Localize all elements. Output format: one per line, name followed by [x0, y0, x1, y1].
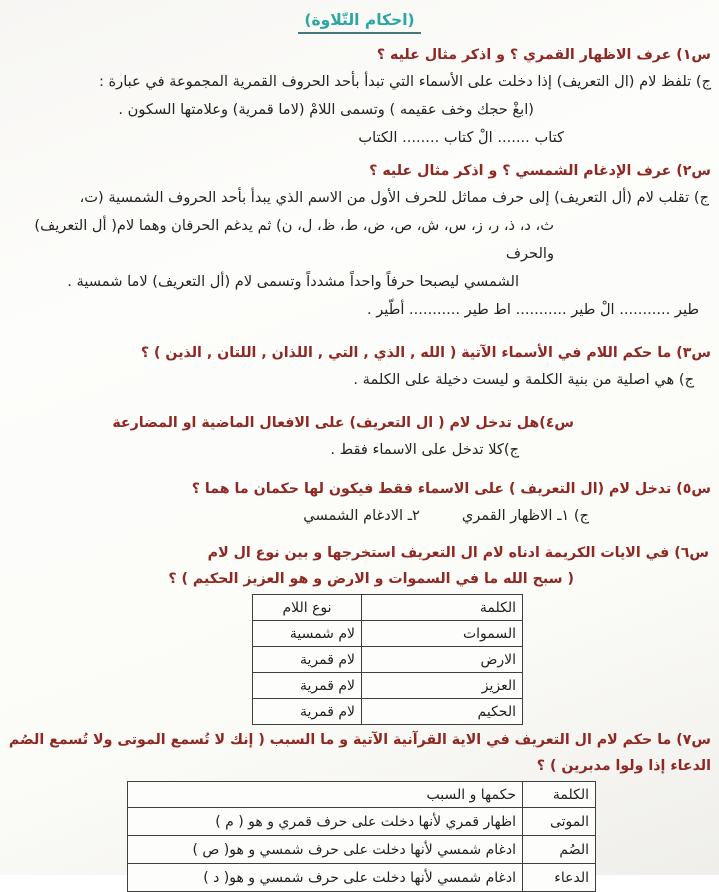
header-lam-type: نوع اللام [253, 595, 362, 621]
title-wrap [0, 10, 719, 34]
question-4: س٤)هل تدخل لام ( ال التعريف) على الافعال الماضية او المضارعة [112, 415, 574, 431]
lam-type-table [252, 594, 523, 725]
cell-word: الارض [362, 647, 523, 673]
question-6-line-1: س٦) في الايات الكريمة ادناه لام ال التعريف استخرجها و بين نوع ال لام [207, 545, 709, 561]
answer-1-line-1: ج) تلفظ لام (ال التعريف) إذا دخلت على الأسماء التي تبدأ بأحد الحروف القمرية المجموعة في عبارة : [98, 73, 711, 90]
table-row [253, 699, 523, 725]
answer-5-item-2: ٢ـ الادغام الشمسي [303, 507, 420, 524]
cell-word: الصُم [523, 836, 596, 864]
answer-3: ج) هي اصلية من بنية الكلمة و ليست دخيلة على الكلمة . [353, 371, 694, 388]
question-7-line-1: س٧) ما حكم لام ال التعريف في الاية القرآنية الآتية و ما السبب ( إنك لا تُسمع الموتى ولا تُسمع الصُم [8, 732, 711, 748]
table-row [128, 864, 596, 892]
cell-reason: ادغام شمسي لأنها دخلت على حرف شمسي و هو( ص ) [128, 836, 523, 864]
cell-word: الموتى [523, 808, 596, 836]
table-row [128, 836, 596, 864]
question-2: س٢) عرف الإدغام الشمسي ؟ و اذكر مثال عليه ؟ [369, 163, 711, 179]
cell-type: لام قمرية [253, 647, 362, 673]
answer-2-line-2: ث، د، ذ، ر، ز، س، ش، ص، ض، ط، ظ، ل، ن) ثم يدغم الحرفان وهما لام( أل التعريف) والحرف [34, 217, 554, 262]
table-row [128, 808, 596, 836]
cell-word: الدعاء [523, 864, 596, 892]
cell-type: لام قمرية [253, 699, 362, 725]
answer-5 [0, 502, 719, 530]
question-3: س٣) ما حكم اللام في الأسماء الآتية ( الله , الذي , التي , اللذان , اللتان , الذين ) ؟ [140, 345, 711, 361]
cell-word: الحكيم [362, 699, 523, 725]
table-header-row [128, 782, 596, 808]
answer-4: ج)كلا تدخل على الاسماء فقط . [330, 441, 519, 458]
question-7-line-2: الدعاء إذا ولوا مدبرين ) ؟ [536, 758, 711, 774]
answer-1-example: كتاب ....... الْ كتاب ........ الكتاب [358, 129, 564, 146]
table-row [253, 647, 523, 673]
cell-reason: اظهار قمري لأنها دخلت على حرف قمري و هو ( م ) [128, 808, 523, 836]
answer-2-line-1: ج) تقلب لام (أل التعريف) إلى حرف مماثل للحرف الأول من الاسم الذي يبدأ بأحد الحروف الشمسية (ت، [79, 189, 709, 206]
cell-type: لام قمرية [253, 673, 362, 699]
cell-reason: ادغام شمسي لأنها دخلت على حرف شمسي و هو( د ) [128, 864, 523, 892]
cell-type: لام شمسية [253, 621, 362, 647]
question-1: س١) عرف الاظهار القمري ؟ و اذكر مثال عليه ؟ [376, 47, 711, 63]
cell-word: العزيز [362, 673, 523, 699]
table-header-row [253, 595, 523, 621]
answer-2-line-3: الشمسي ليصبحا حرفاً واحداً مشدداً وتسمى لام (أل التعريف) لاما شمسية . [67, 273, 519, 290]
question-6-line-2: ( سبح الله ما في السموات و الارض و هو العزيز الحكيم ) ؟ [168, 571, 574, 587]
header-word: الكلمة [362, 595, 523, 621]
question-5: س٥) تدخل لام (ال التعريف ) على الاسماء فقط فيكون لها حكمان ما هما ؟ [191, 481, 711, 497]
answer-2-example: طير ........... الْ طير ........... اط طير ........... أطّير . [366, 301, 699, 318]
rule-reason-table [127, 781, 596, 892]
header-word: الكلمة [523, 782, 596, 808]
table-row [253, 673, 523, 699]
answer-5-item-1: ج) ١ـ الاظهار القمري [461, 507, 589, 524]
table-row [253, 621, 523, 647]
page-title: (احكام التّلاوة) [298, 11, 420, 34]
answer-1-line-2: (ابغْ حجك وخف عقيمه ) وتسمى اللامْ (لاما قمرية) وعلامتها السكون . [118, 101, 534, 118]
cell-word: السموات [362, 621, 523, 647]
header-reason: حكمها و السبب [128, 782, 523, 808]
